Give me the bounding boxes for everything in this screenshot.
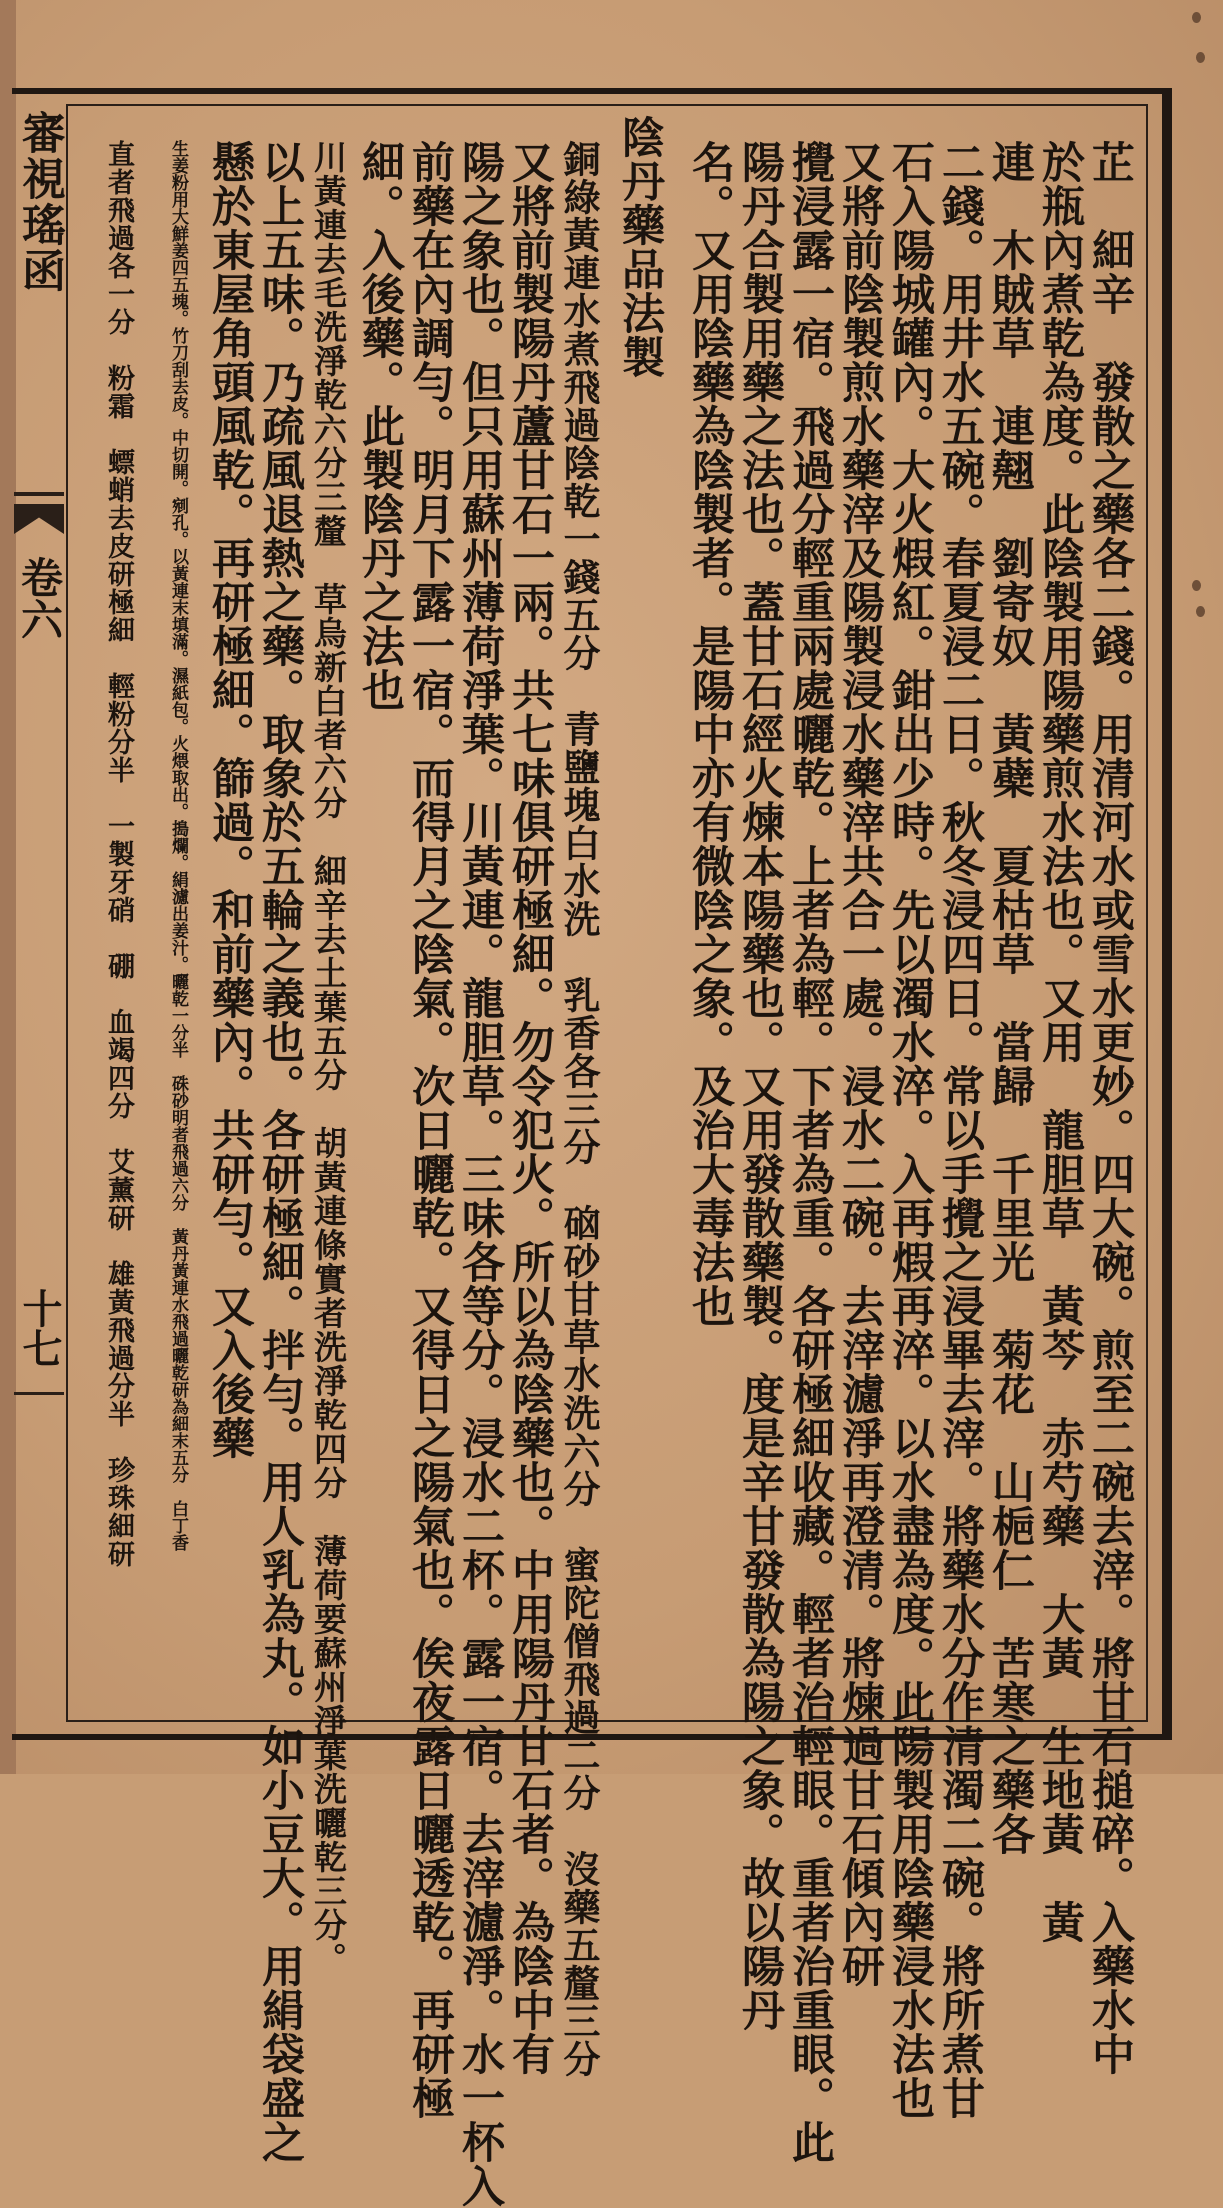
text-column-12: 又將前製陽丹蘆甘石一兩。共七味俱研極細。勿令犯火。所以為陰藥也。中用陽丹甘石者。為陰中有	[505, 140, 555, 2076]
text-column-6: 又將前陰製煎水藥滓及陽製浸水藥滓共合一處。浸水二碗。去滓濾淨再澄清。將煉過甘石傾內研	[835, 140, 885, 1988]
text-column-1: 芷 細辛 發散之藥各二錢。用清河水或雪水更妙。四大碗。煎至二碗去滓。將甘石搥碎。入藥水中	[1085, 140, 1135, 2076]
edge-divider-2	[14, 1392, 64, 1395]
text-column-5: 石入陽城罐內。大火煆紅。鉗出少時。先以濁水淬。入再煆再淬。以水盡為度。此陽製用陰藥浸水法也	[885, 140, 935, 2120]
binding-hole	[1192, 12, 1201, 23]
text-column-2: 於瓶內煮乾為度。此陰製用陽藥煎水法也。又用 龍胆草 黃芩 赤芍藥 大黃 生地黃 黃	[1035, 140, 1085, 1944]
volume-label: 卷六	[15, 556, 64, 640]
text-column-8: 陽丹合製用藥之法也。蓋甘石經火煉本陽藥也。又用發散藥製。度是辛甘發散為陽之象。故以陽丹	[735, 140, 785, 2032]
text-column-14: 前藥在內調勻。明月下露一宿。而得月之陰氣。次日曬乾。又得日之陽氣也。俟夜露日曬透乾。再研極	[405, 140, 455, 2120]
text-column-13: 陽之象也。但只用蘇州薄荷淨葉。川黃連。龍胆草。三味各等分。浸水二杯。露一宿。去滓濾淨。水一杯入	[455, 140, 505, 2208]
binding-hole	[1196, 606, 1205, 617]
text-column-16: 川黃連去毛洗淨乾六分三釐 草烏新白者六分 細辛去土葉五分 胡黃連條實者洗淨乾四分 薄荷要蘇州淨葉洗曬乾三分。	[309, 140, 348, 1976]
text-column-9: 名。又用陰藥為陰製者。是陽中亦有微陰之象。及治大毒法也	[685, 140, 735, 1328]
section-heading: 陰丹藥品法製	[615, 115, 665, 379]
text-column-20: 直者飛過各一分 粉霜 螵蛸去皮研極細 輕粉分半 一製牙硝 硼 血竭四分 艾薰研 雄黃飛過分半 珍珠細研	[103, 140, 134, 1568]
edge-divider-1	[14, 492, 64, 496]
text-column-15: 細。入後藥。此製陰丹之法也	[355, 140, 405, 712]
text-column-18: 懸於東屋角頭風乾。再研極細。篩過。和前藥內。共研勻。又入後藥	[205, 140, 255, 1460]
text-column-17: 以上五味。乃疏風退熱之藥。取象於五輪之義也。各研極細。拌勻。用人乳為丸。如小豆大。用絹袋盛之	[255, 140, 305, 2164]
binding-hole	[1192, 580, 1201, 591]
text-column-11: 銅綠黃連水煮飛過陰乾一錢五分 青鹽塊白水洗 乳香各三分 硇砂甘草水洗六分 蜜陀僧飛過二分 沒藥五釐三分	[557, 140, 601, 2078]
book-title: 審視瑤函	[14, 110, 65, 294]
page-number: 十七	[16, 1288, 63, 1368]
binding-hole	[1196, 52, 1205, 63]
text-column-19: 生姜粉用大鮮姜四五塊。竹刀刮去皮。中切開。剜孔。以黃連末填滿。濕紙包。火煨取出。搗爛。絹濾出姜汁。曬乾一分半 硃砂明者飛過六分 黃丹黃連水飛過曬乾研為細末五分 白丁香	[168, 140, 188, 1551]
text-column-4: 二錢。用井水五碗。春夏浸二日。秋冬浸四日。常以手攪之浸畢去滓。將藥水分作清濁二碗。將所煮甘	[935, 140, 985, 2120]
text-column-3: 連 木賊草 連翹 劉寄奴 黃蘗 夏枯草 當歸 千里光 菊花 山梔仁 苦寒之藥各	[985, 140, 1035, 1856]
text-column-7: 攪浸露一宿。飛過分輕重兩處曬乾。上者為輕。下者為重。各研極細收藏。輕者治輕眼。重者治重眼。此	[785, 140, 835, 2164]
